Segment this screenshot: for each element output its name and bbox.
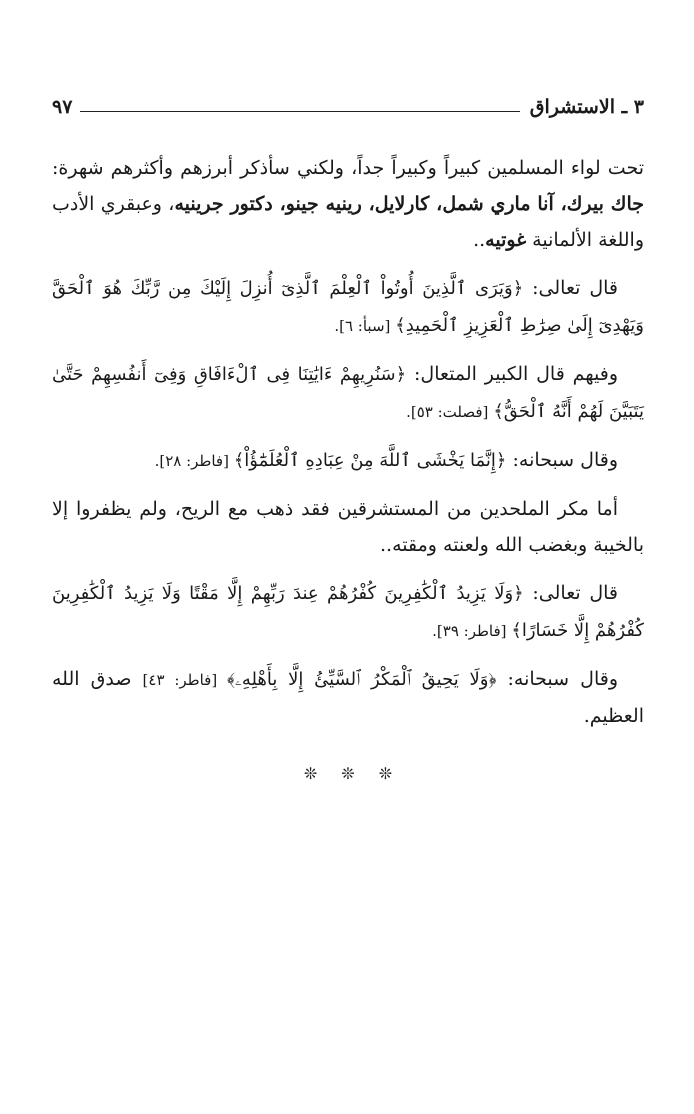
- paragraph-orientalists: [52, 150, 644, 258]
- verse-lead: قال تعالى:: [523, 277, 618, 299]
- verse-citation: [فصلت: ٥٣].: [406, 403, 494, 421]
- quran-verse: ﴿إِنَّمَا يَخْشَى ٱللَّهَ مِنْ عِبَادِهِ ٱلْعُلَمَٰٓؤُاْ﴾: [233, 450, 507, 471]
- verse-lead: وفيهم قال الكبير المتعال:: [406, 363, 618, 385]
- verse-citation: [فاطر: ٣٩].: [432, 622, 512, 640]
- header-rule: [80, 111, 519, 112]
- verse-citation: [فاطر: ٤٣]: [142, 671, 227, 689]
- orientalist-names: جاك بيرك، آنا ماري شمل، كارلايل، رينيه جينو، دكتور جرينيه: [174, 193, 645, 215]
- quran-verse: ﴿وَلَا يَحِيقُ ٱلْمَكْرُ ٱلسَّيِّئُ إِلَّا بِأَهْلِهِۦ﴾: [227, 669, 497, 690]
- paragraph-atheists: [52, 491, 644, 563]
- goethe-name: غوتيه: [485, 229, 527, 251]
- section-ornament: [52, 764, 644, 783]
- verse-lead: وقال سبحانه:: [496, 668, 618, 690]
- paragraph-text: أما مكر الملحدين من المستشرقين فقد ذهب مع الريح، ولم يظفروا إلا بالخيبة وبغضب الله ولعنته ومقته..: [52, 498, 644, 556]
- paragraph-verse-fatir-43: [52, 661, 644, 734]
- verse-citation: [فاطر: ٢٨].: [154, 452, 234, 470]
- paragraph-text: ، وعبقري الأدب واللغة الألمانية: [52, 193, 644, 251]
- page-number: ٩٧: [52, 96, 73, 118]
- asterism-star-icon: ❊: [303, 764, 318, 783]
- book-page: [52, 88, 644, 783]
- paragraph-verse-fatir-39: [52, 575, 644, 649]
- quran-verse: ﴿سَنُرِيهِمْ ءَايَٰتِنَا فِى ٱلْءَافَاقِ وَفِىٓ أَنفُسِهِمْ حَتَّىٰ يَتَبَيَّنَ لَهُمْ أَنَّهُ ٱلْحَقُّ﴾: [52, 364, 644, 422]
- chapter-title: ٣ ـ الاستشراق: [529, 96, 644, 118]
- paragraph-text: ..: [473, 229, 486, 251]
- quran-verse: ﴿وَلَا يَزِيدُ ٱلْكَٰفِرِينَ كُفْرُهُمْ عِندَ رَبِّهِمْ إِلَّا مَقْتًا وَلَا يَزِيدُ ٱلْكَٰفِرِينَ كُفْرُهُمْ إِلَّا خَسَارًا﴾: [52, 583, 644, 641]
- asterism-star-icon: ❊: [341, 764, 355, 783]
- paragraph-verse-saba: [52, 270, 644, 344]
- running-header: [52, 88, 644, 118]
- closing-phrase: صدق الله العظيم.: [52, 668, 644, 727]
- verse-citation: [سبأ: ٦].: [334, 317, 396, 335]
- paragraph-verse-fussilat: [52, 356, 644, 430]
- asterism-star-icon: ❊: [378, 764, 393, 783]
- paragraph-verse-fatir-28: [52, 442, 644, 479]
- paragraph-text: تحت لواء المسلمين كبيراً وكبيراً جداً، ولكني سأذكر أبرزهم وأكثرهم شهرة:: [52, 157, 644, 179]
- verse-lead: قال تعالى:: [523, 582, 618, 604]
- verse-lead: وقال سبحانه:: [506, 449, 618, 471]
- quran-verse: ﴿وَيَرَى ٱلَّذِينَ أُوتُواْ ٱلْعِلْمَ ٱلَّذِىٓ أُنزِلَ إِلَيْكَ مِن رَّبِّكَ هُوَ ٱلْحَقَّ وَيَهْدِىٓ إِلَىٰ صِرَٰطِ ٱلْعَزِيزِ ٱلْحَمِيدِ﴾: [52, 278, 644, 336]
